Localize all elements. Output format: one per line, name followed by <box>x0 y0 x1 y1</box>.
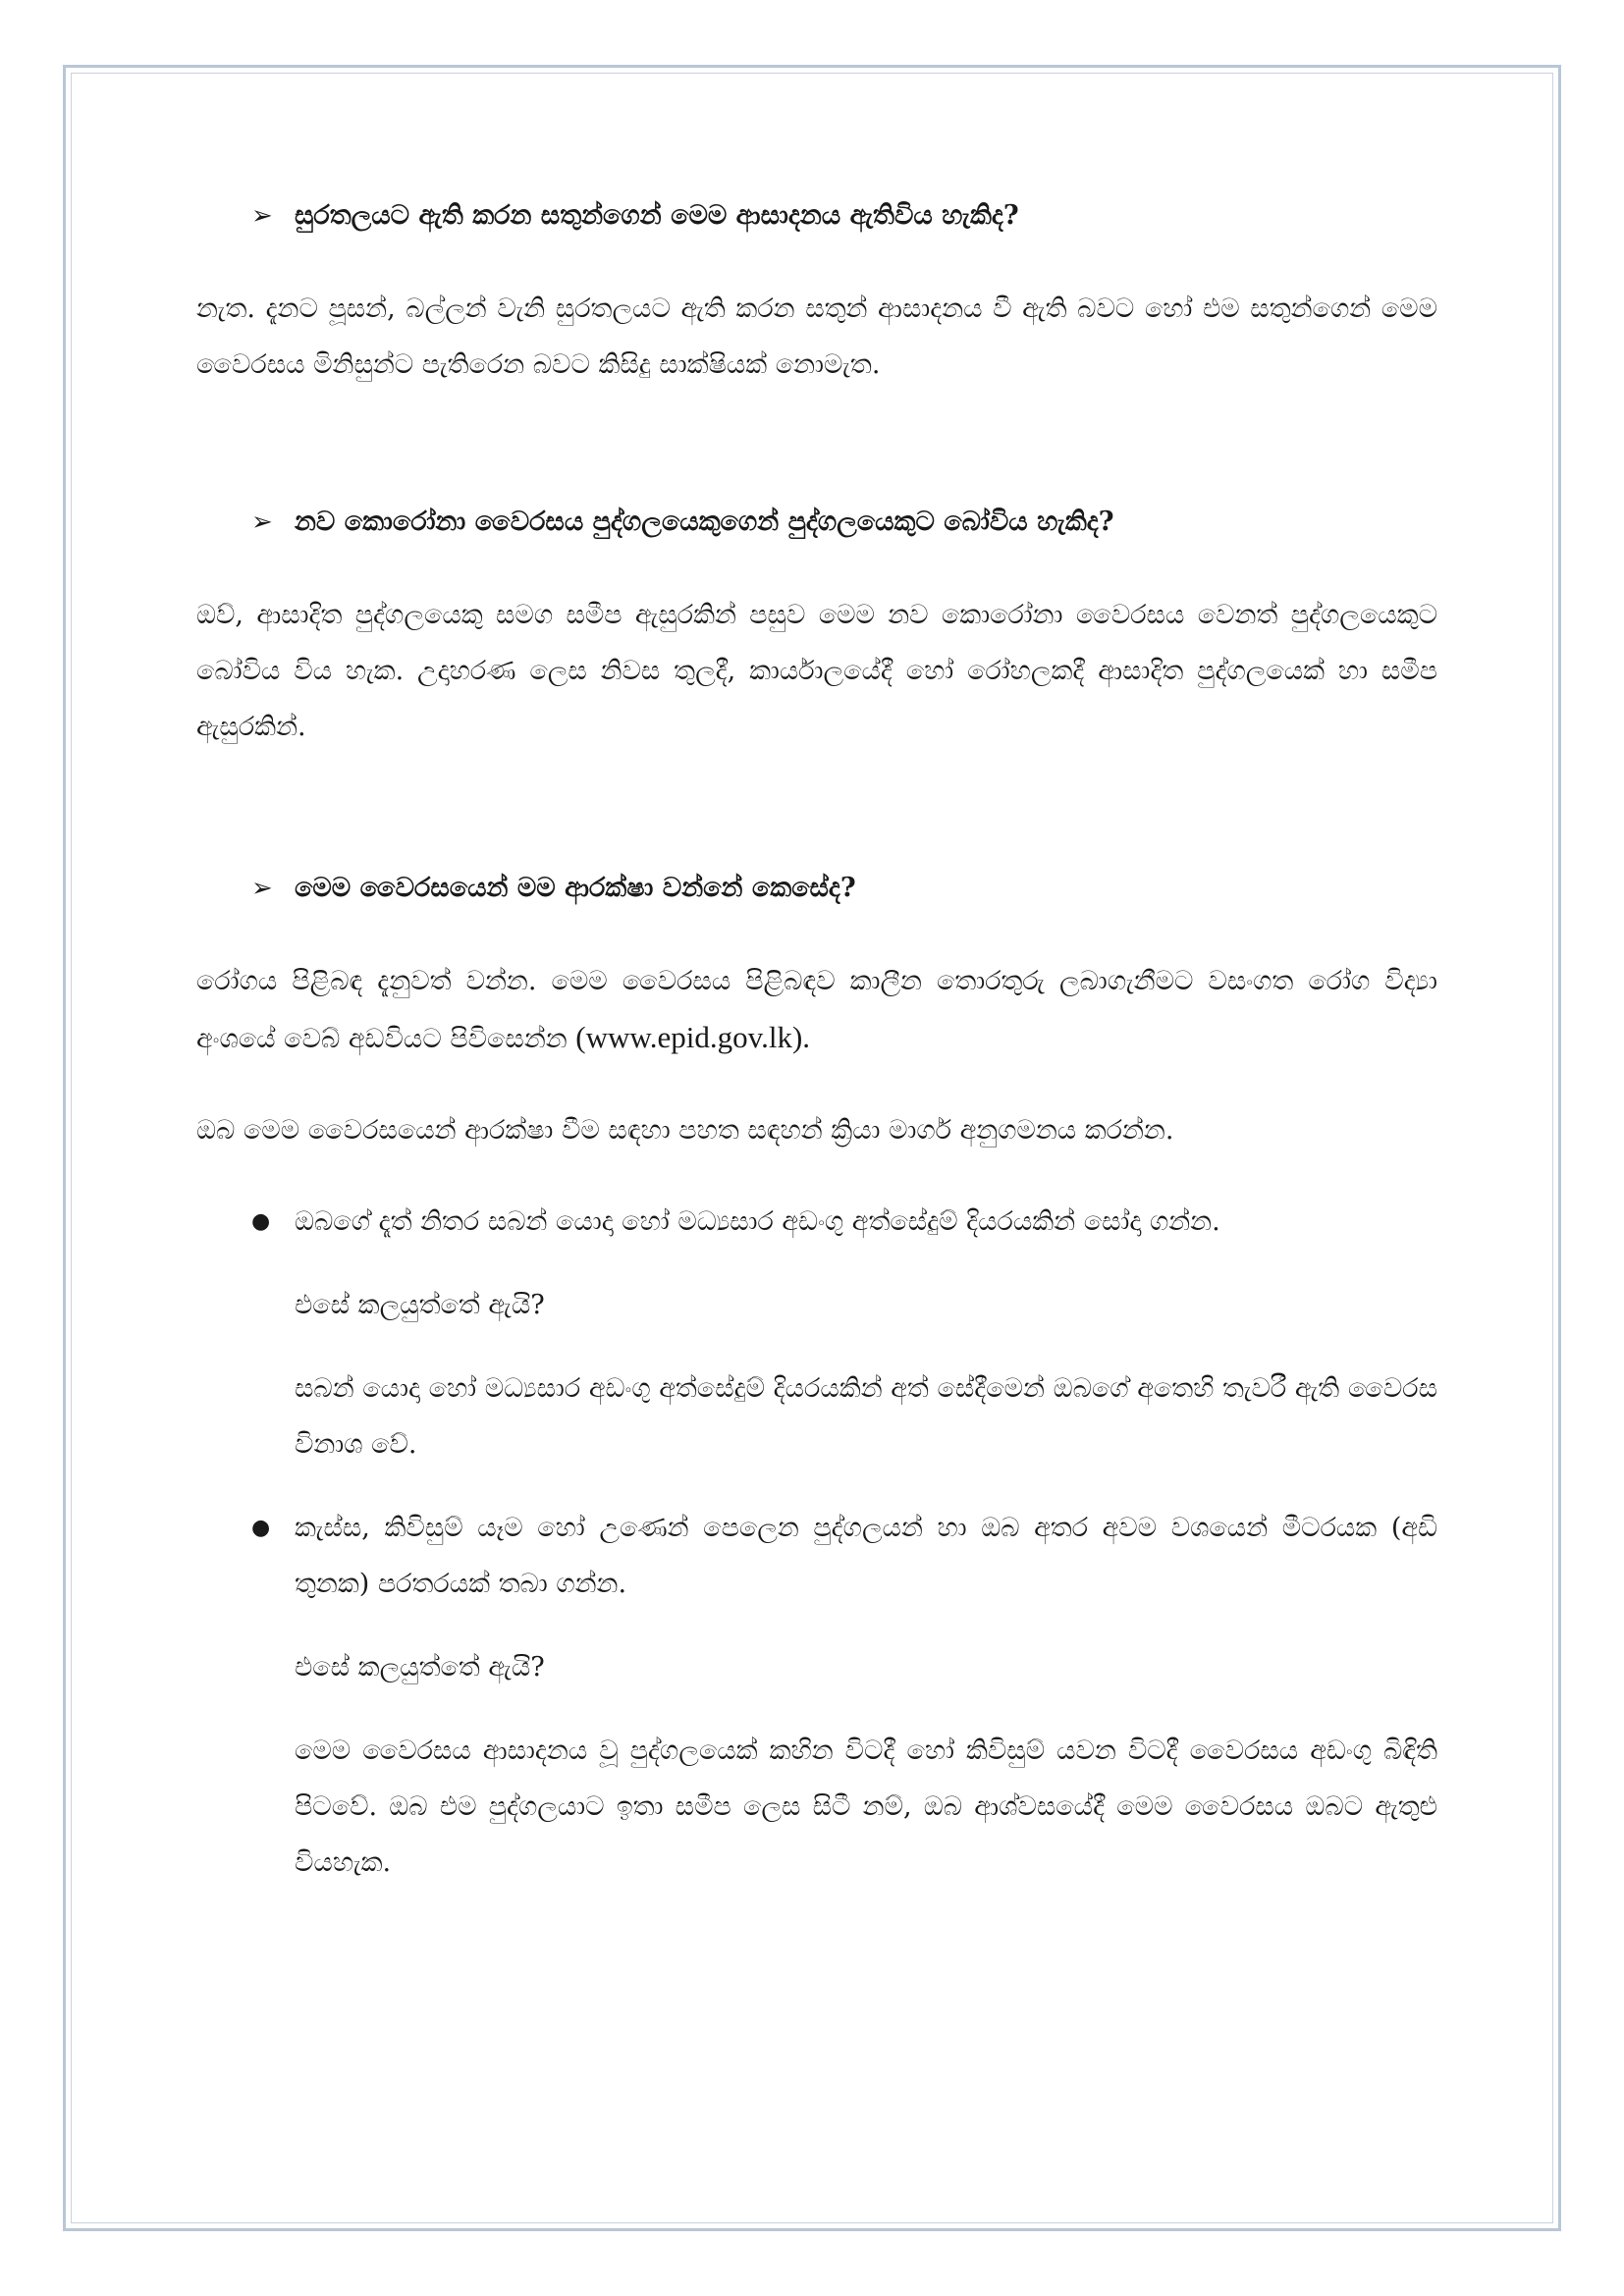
website-link[interactable]: (www.epid.gov.lk). <box>575 1020 811 1054</box>
list-item <box>251 1500 1437 1612</box>
document-content <box>196 187 1437 1891</box>
paragraph-awareness <box>196 953 1437 1067</box>
paragraph-pets-answer: නැත. දැනට පූසන්, බල්ලන් වැනි සුරතලයට ඇති කරන සතුන් ආසාදනය වී ඇති බවට හෝ එම සතුන්ගෙන් මෙම වෛරසය මිනිසුන්ට පැතිරෙන බවට කිසිදු සාක්ෂියක් නොමැත. <box>196 294 1437 380</box>
paragraph-transmission-answer: ඔව්, ආසාදිත පුද්ගලයෙකු සමග සමීප ඇසුරකින් පසුව මෙම නව කොරෝනා වෛරසය වෙනත් පුද්ගලයෙකුට බෝවිය විය හැක. උදාහරණ ලෙස නිවස තුලදී, කාර්යාලයේදී හෝ රෝහලකදී ආසාදිත පුද්ගලයෙක් හා සමීප ඇසුරකින්. <box>196 600 1437 742</box>
section-heading-transmission <box>251 503 1437 542</box>
arrow-icon: ➢ <box>251 874 273 903</box>
bullet-dot-icon: ● <box>251 1209 271 1234</box>
list-item <box>251 1194 1437 1250</box>
why-answer: සබන් යොදා හෝ මධ්‍යසාර අඩංගු අත්සේදුම් දියරයකින් අත් සේදීමෙන් ඔබගේ අතෙහි තැවරී ඇති වෛරස විනාශ වේ. <box>295 1373 1437 1460</box>
list-item-text: කැස්ස, කිවිසුම් යෑම හෝ උණෙන් පෙලෙන පුද්ගලයන් හා ඔබ අතර අවම වශයෙන් මීටරයක (අඩි තුනක) පරතරයක් තබා ගන්න. <box>295 1513 1437 1599</box>
section-heading-text: නව කොරෝනා වෛරසය පුද්ගලයෙකුගෙන් පුද්ගලයෙකුට බෝවිය හැකිද? <box>295 507 1114 537</box>
section-heading-text: සුරතලයට ඇති කරන සතුන්ගෙන් මෙම ආසාදනය ඇතිවිය හැකිද? <box>295 200 1019 231</box>
paragraph-awareness-text: රෝගය පිළිබඳ දැනුවත් වන්න. මෙම වෛරසය පිළිබඳව කාලීන තොරතුරු ලබාගැනීමට වසංගත රෝග විද්‍යා අංශයේ වෙබ් අඩවියට පිවිසෙන්න <box>196 966 1437 1054</box>
section-heading-text: මෙම වෛරසයෙන් මම ආරක්ෂා වන්නේ කෙසේද? <box>295 873 856 903</box>
why-answer: මෙම වෛරසය ආසාදනය වූ පුද්ගලයෙක් කහින විටදී හෝ කිවිසුම් යවන විටදී වෛරසය අඩංගු බිඳිති පිටවේ. ඔබ එම පුද්ගලයාට ඉතා සමීප ලෙස සිටී නම්, ඔබ ආශ්වසයේදී මෙම වෛරසය ඔබට ඇතුළු වියහැක. <box>295 1735 1437 1878</box>
why-label: එසේ කලයුත්තේ ඇයි? <box>295 1652 545 1682</box>
bullet-dot-icon: ● <box>251 1516 271 1540</box>
arrow-icon: ➢ <box>251 507 273 537</box>
list-item-text: ඔබගේ දෑත් නිතර සබන් යොදා හෝ මධ්‍යසාර අඩංගු අත්සේදුම් දියරයකින් සෝදා ගන්න. <box>295 1206 1220 1237</box>
section-heading-protection <box>251 869 1437 908</box>
section-heading-pets <box>251 196 1437 236</box>
arrow-icon: ➢ <box>251 201 273 231</box>
paragraph-intro: ඔබ මෙම වෛරසයෙන් ආරක්ෂා වීම සඳහා පහත සඳහන් ක්‍රියා මාර්ග අනුගමනය කරන්න. <box>196 1115 1174 1146</box>
why-label: එසේ කලයුත්තේ ඇයි? <box>295 1290 545 1320</box>
